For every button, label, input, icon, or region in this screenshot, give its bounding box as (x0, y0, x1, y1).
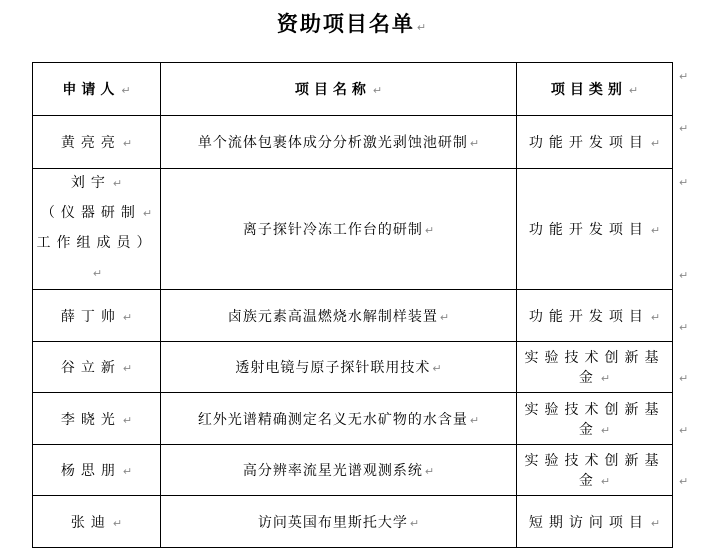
category-cell (517, 393, 673, 445)
paragraph-mark-icon: ↵ (679, 176, 689, 189)
category-name: 功能开发项目 (528, 223, 649, 238)
category-name: 功能开发项目 (528, 136, 649, 151)
applicant-cell (33, 393, 161, 445)
paragraph-mark-icon: ↵ (424, 224, 435, 237)
paragraph-mark-icon: ↵ (122, 413, 133, 427)
project-name: 高分辨率流星光谱观测系统 (242, 464, 423, 479)
header-applicant-label: 申请人 (62, 83, 120, 98)
paragraph-mark-icon: ↵ (679, 269, 689, 282)
project-cell (161, 169, 517, 290)
project-name: 卤族元素高温燃烧水解制样装置 (227, 309, 438, 325)
applicant-name: 工作组成员） (36, 236, 157, 251)
funded-projects-table (32, 62, 673, 548)
applicant-name: 谷立新 (60, 361, 121, 376)
header-category-label: 项目类别 (550, 83, 627, 98)
table-row (33, 393, 673, 445)
project-cell (161, 445, 517, 496)
table-row (33, 342, 673, 393)
applicant-cell (33, 342, 161, 393)
paragraph-mark-icon: ↵ (600, 423, 611, 437)
paragraph-mark-icon: ↵ (679, 70, 689, 83)
applicant-name: 薛丁帅 (60, 309, 121, 325)
category-name: 实验技术创新基金 (524, 351, 665, 386)
applicant-name: 杨思朋 (60, 464, 121, 479)
paragraph-mark-icon: ↵ (469, 137, 480, 150)
project-cell (161, 393, 517, 445)
category-name: 短期访问项目 (528, 515, 649, 531)
paragraph-mark-icon: ↵ (112, 516, 123, 530)
category-cell (517, 342, 673, 393)
page-title: 资助项目名单 (276, 12, 415, 36)
paragraph-mark-icon: ↵ (432, 362, 442, 375)
applicant-cell (33, 445, 161, 496)
paragraph-mark-icon: ↵ (650, 516, 661, 530)
category-cell (517, 445, 673, 496)
category-name: 实验技术创新基金 (524, 402, 665, 438)
project-name: 透射电镜与原子探针联用技术 (235, 361, 431, 376)
applicant-name-line (33, 169, 160, 199)
applicant-name: 刘宇 (70, 176, 111, 191)
applicant-name-line (33, 199, 160, 229)
table-header-row (33, 63, 673, 116)
project-name: 访问英国布里斯托大学 (257, 515, 408, 531)
paragraph-mark-icon: ↵ (372, 84, 383, 97)
paragraph-mark-icon: ↵ (650, 137, 661, 150)
project-cell (161, 496, 517, 548)
paragraph-mark-icon: ↵ (416, 21, 427, 34)
table-row (33, 496, 673, 548)
applicant-name: （仪器研制 (40, 206, 141, 221)
header-project-name-label: 项目名称 (294, 83, 371, 98)
paragraph-mark-icon: ↵ (122, 310, 133, 324)
paragraph-mark-icon: ↵ (679, 424, 689, 437)
paragraph-mark-icon: ↵ (439, 310, 450, 324)
paragraph-mark-icon: ↵ (650, 310, 661, 324)
category-cell (517, 496, 673, 548)
project-cell (161, 342, 517, 393)
paragraph-mark-icon: ↵ (469, 413, 480, 427)
document-title-row (0, 8, 703, 38)
paragraph-mark-icon: ↵ (122, 465, 133, 478)
header-applicant (33, 63, 161, 116)
applicant-name: 张迪 (70, 515, 111, 531)
applicant-name: 李晓光 (60, 412, 121, 428)
applicant-cell (33, 169, 161, 290)
applicant-cell (33, 290, 161, 342)
paragraph-mark-icon: ↵ (121, 84, 131, 97)
table-row (33, 445, 673, 496)
header-project-name (161, 63, 517, 116)
header-category (517, 63, 673, 116)
category-cell (517, 116, 673, 169)
paragraph-mark-icon: ↵ (112, 177, 123, 190)
paragraph-mark-icon: ↵ (92, 267, 103, 280)
project-cell (161, 116, 517, 169)
paragraph-mark-icon: ↵ (679, 475, 689, 488)
paragraph-mark-icon: ↵ (679, 372, 689, 385)
paragraph-mark-icon: ↵ (679, 321, 689, 334)
paragraph-mark-icon: ↵ (679, 122, 689, 135)
paragraph-mark-icon: ↵ (628, 84, 639, 97)
category-name: 实验技术创新基金 (524, 454, 665, 489)
category-name: 功能开发项目 (528, 309, 649, 325)
applicant-name: 黄亮亮 (60, 136, 121, 151)
paragraph-mark-icon: ↵ (424, 465, 435, 478)
paragraph-mark-icon: ↵ (600, 475, 611, 488)
table-row (33, 169, 673, 290)
paragraph-mark-icon: ↵ (600, 372, 611, 385)
paragraph-mark-icon: ↵ (122, 362, 133, 375)
table-row (33, 290, 673, 342)
project-name: 红外光谱精确测定名义无水矿物的水含量 (197, 412, 468, 428)
paragraph-mark-icon: ↵ (650, 224, 661, 237)
paragraph-mark-icon: ↵ (122, 137, 133, 150)
project-name: 离子探针冷冻工作台的研制 (242, 223, 423, 238)
paragraph-mark-icon: ↵ (409, 516, 420, 530)
category-cell (517, 169, 673, 290)
category-cell (517, 290, 673, 342)
table-row (33, 116, 673, 169)
applicant-cell (33, 116, 161, 169)
applicant-cell (33, 496, 161, 548)
paragraph-mark-icon: ↵ (142, 207, 153, 220)
project-cell (161, 290, 517, 342)
applicant-name-line (33, 229, 160, 289)
project-name: 单个流体包裹体成分分析激光剥蚀池研制 (197, 136, 468, 151)
